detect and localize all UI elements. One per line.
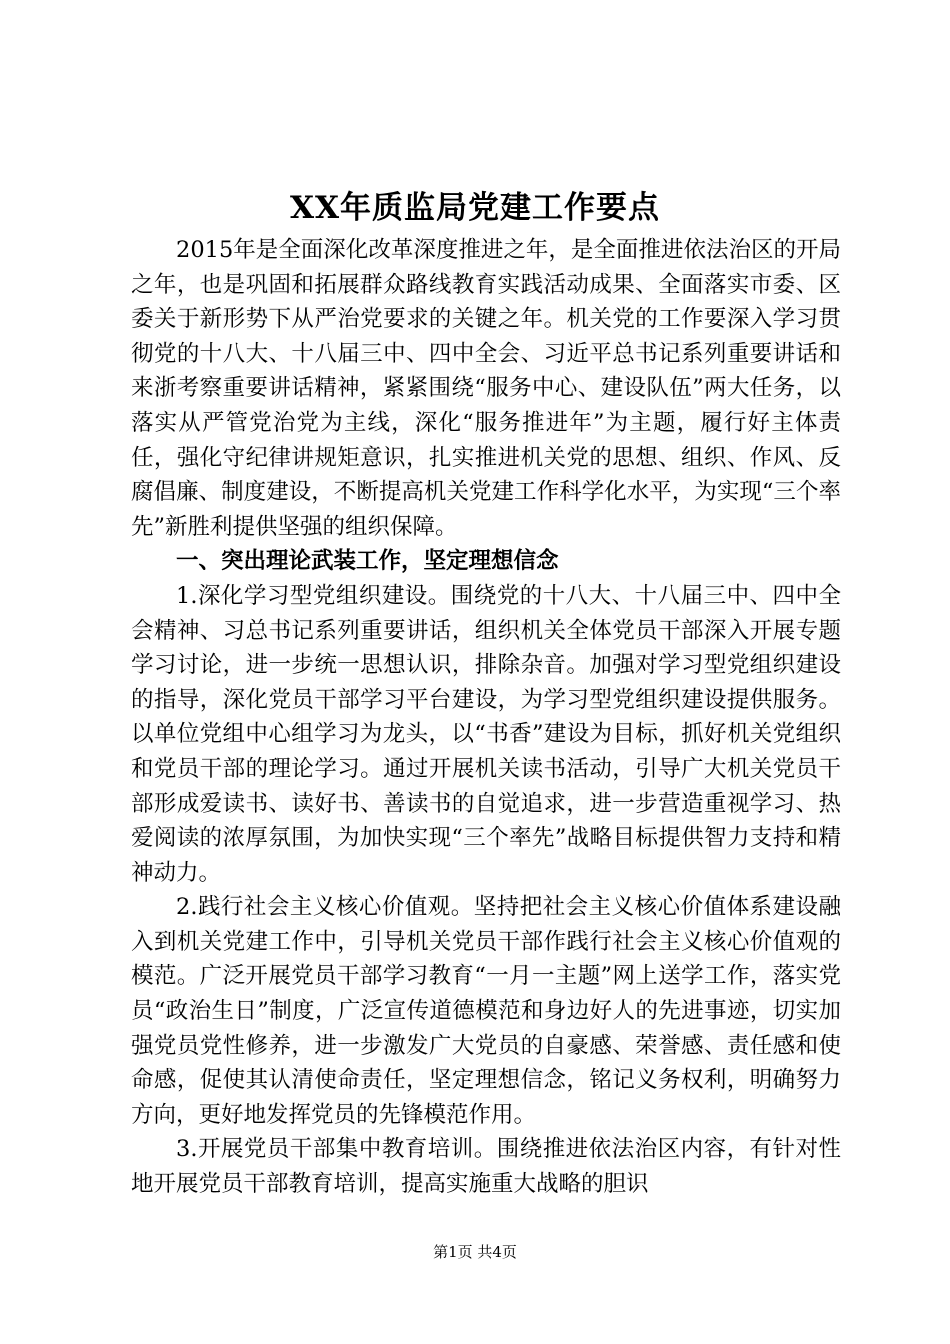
document-body	[131, 233, 841, 1202]
intro-paragraph: 2015年是全面深化改革深度推进之年，是全面推进依法治区的开局之年，也是巩固和拓展群众路线教育实践活动成果、全面落实市委、区委关于新形势下从严治党要求的关键之年。机关党的工作要深入学习贯彻党的十八大、十八届三中、四中全会、习近平总书记系列重要讲话和来浙考察重要讲话精神，紧紧围绕“服务中心、建设队伍”两大任务，以落实从严管党治党为主线，深化“服务推进年”为主题，履行好主体责任，强化守纪律讲规矩意识，扎实推进机关党的思想、组织、作风、反腐倡廉、制度建设，不断提高机关党建工作科学化水平，为实现“三个率先”新胜利提供坚强的组织保障。	[131, 237, 841, 540]
page-footer: 第1页 共4页	[433, 1243, 517, 1261]
section-heading: 一、突出理论武装工作，坚定理想信念	[176, 548, 559, 575]
document-title: XX年质监局党建工作要点	[289, 190, 661, 226]
item-paragraph-2: 2.践行社会主义核心价值观。坚持把社会主义核心价值体系建设融入到机关党建工作中，引导机关党员干部作践行社会主义核心价值观的模范。广泛开展党员干部学习教育“一月一主题”网上送学工作，落实党员“政治生日”制度，广泛宣传道德模范和身边好人的先进事迹，切实加强党员党性修养，进一步激发广大党员的自豪感、荣誉感、责任感和使命感，促使其认清使命责任，坚定理想信念，铭记义务权利，明确努力方向，更好地发挥党员的先锋模范作用。	[131, 894, 841, 1128]
item-paragraph-1: 1.深化学习型党组织建设。围绕党的十八大、十八届三中、四中全会精神、习总书记系列重要讲话，组织机关全体党员干部深入开展专题学习讨论，进一步统一思想认识，排除杂音。加强对学习型党组织建设的指导，深化党员干部学习平台建设，为学习型党组织建设提供服务。以单位党组中心组学习为龙头，以“书香”建设为目标，抓好机关党组织和党员干部的理论学习。通过开展机关读书活动，引导广大机关党员干部形成爱读书、读好书、善读书的自觉追求，进一步营造重视学习、热爱阅读的浓厚氛围，为加快实现“三个率先”战略目标提供智力支持和精神动力。	[131, 582, 841, 886]
item-paragraph-3: 3.开展党员干部集中教育培训。围绕推进依法治区内容，有针对性地开展党员干部教育培训，提高实施重大战略的胆识	[131, 1136, 841, 1198]
